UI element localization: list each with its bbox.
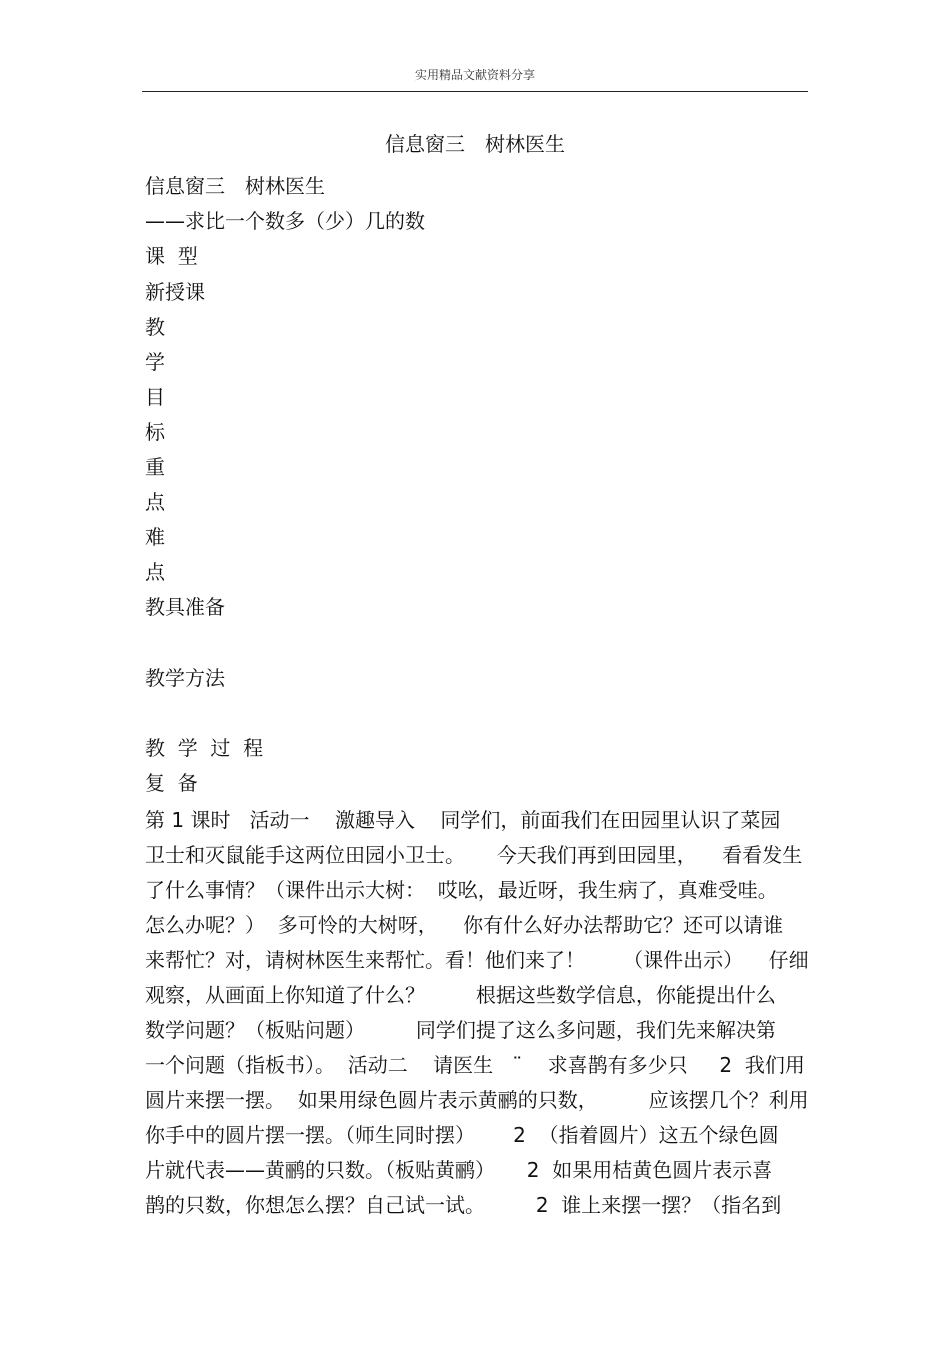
text-line: 鹊的只数，你想怎么摆？自己试一试。 2 谁上来摆一摆？（指名到 (145, 1193, 782, 1217)
text-line: 教 学 过 程 (145, 736, 264, 760)
text-line: 一个问题（指板书）。 活动二 请医生 ¨ 求喜鹊有多少只 2 我们用 (145, 1053, 805, 1077)
text-line: 来帮忙？对，请树林医生来帮忙。看！他们来了！ （课件出示） 仔细 (145, 948, 809, 972)
text-line: 点 (145, 490, 165, 514)
text-line: 难 (145, 525, 165, 549)
text-line: 教具准备 (145, 595, 225, 619)
document-title: 信息窗三 树林医生 (385, 132, 565, 156)
text-line: 片就代表——黄鹂的只数。（板贴黄鹂） 2 如果用桔黄色圆片表示喜 (145, 1158, 773, 1182)
text-line: 怎么办呢？） 多可怜的大树呀， 你有什么好办法帮助它？还可以请谁 (145, 913, 784, 937)
text-line: 课 型 (145, 244, 198, 268)
text-line: 观察，从画面上你知道了什么？ 根据这些数学信息，你能提出什么 (145, 983, 776, 1007)
text-line: 第 1 课时 活动一 激趣导入 同学们，前面我们在田园里认识了菜园 (145, 808, 781, 832)
text-line: 信息窗三 树林医生 (145, 174, 325, 198)
page-header: 实用精品文献资料分享 (414, 68, 535, 82)
text-line: 教学方法 (145, 666, 225, 690)
text-line: 标 (145, 420, 165, 444)
text-line: 卫士和灭鼠能手这两位田园小卫士。 今天我们再到田园里， 看看发生 (145, 843, 803, 867)
text-line: 新授课 (145, 280, 205, 304)
text-line: 重 (145, 455, 165, 479)
text-line: 教 (145, 315, 165, 339)
text-line: 学 (145, 350, 165, 374)
text-line: 点 (145, 560, 165, 584)
text-line: 圆片来摆一摆。 如果用绿色圆片表示黄鹂的只数， 应该摆几个？利用 (145, 1088, 809, 1112)
text-line: 了什么事情？（课件出示大树： 哎吆，最近呀，我生病了，真难受哇。 (145, 878, 778, 902)
text-line: 数学问题？（板贴问题） 同学们提了这么多问题，我们先来解决第 (145, 1018, 776, 1042)
text-line: 目 (145, 385, 165, 409)
header-rule (142, 91, 808, 92)
text-line: 你手中的圆片摆一摆。（师生同时摆） 2 （指着圆片）这五个绿色圆 (145, 1123, 779, 1147)
text-line: ——求比一个数多（少）几的数 (145, 209, 425, 233)
text-line: 复 备 (145, 771, 198, 795)
